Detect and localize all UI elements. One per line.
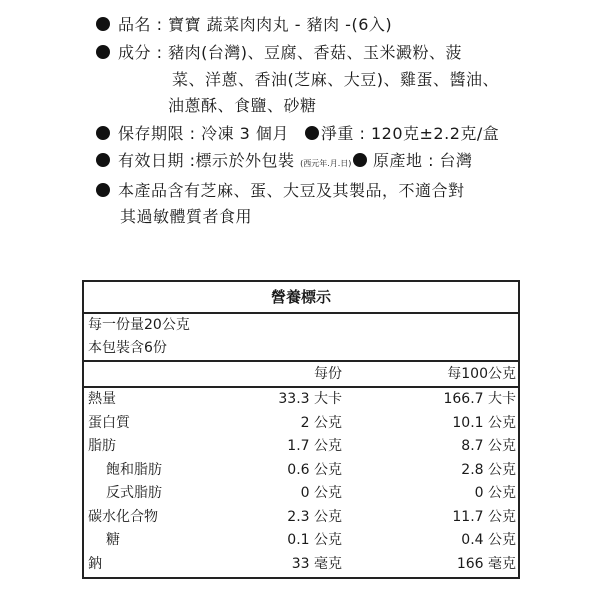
table-row: [84, 506, 518, 530]
ingredients-3: 油蔥酥、食鹽、砂糖: [168, 96, 317, 115]
allergen-1: 本產品含有芝麻、蛋、大豆及其製品，不適合對: [118, 181, 465, 200]
ingredients-1: 成分 : 豬肉(台灣)、豆腐、香菇、玉米澱粉、菠: [118, 43, 463, 62]
per-serving-value: 2 公克: [300, 414, 342, 431]
nutrient-name: 熱量: [88, 391, 116, 407]
per-100g-value: 10.1 公克: [452, 414, 516, 431]
table-row: [84, 459, 518, 483]
shelf-life: 保存期限 : 冷凍 3 個月: [118, 124, 289, 143]
nutrient-name: 脂肪: [88, 438, 116, 454]
per-100g-value: 8.7 公克: [461, 438, 516, 454]
bullet-icon: [353, 153, 367, 167]
per-100g-value: 0 公克: [474, 485, 516, 501]
nutrient-name: 碳水化合物: [88, 508, 158, 525]
per-serving-value: 2.3 公克: [287, 508, 342, 525]
table-row: [84, 553, 518, 577]
nutrition-table: [82, 280, 520, 579]
allergen-2: 其過敏體質者食用: [120, 207, 253, 226]
table-row: [84, 412, 518, 436]
bullet-icon: [96, 183, 110, 197]
nutrient-rows: [84, 388, 518, 576]
serving-info: [84, 314, 518, 362]
nutrition-title: 營養標示: [84, 282, 518, 314]
column-header: [84, 362, 518, 388]
nutrient-name: 糖: [106, 532, 120, 548]
per-100g-value: 11.7 公克: [452, 508, 516, 525]
col-per-serving: 每份: [314, 366, 342, 382]
nutrient-name: 鈉: [88, 555, 102, 572]
per-100g-value: 2.8 公克: [461, 461, 516, 478]
nutrient-name: 蛋白質: [88, 414, 130, 431]
table-row: [84, 435, 518, 459]
per-100g-value: 166.7 大卡: [443, 391, 516, 407]
table-row: [84, 482, 518, 506]
storage-line: [96, 121, 499, 144]
per-serving-value: 1.7 公克: [287, 438, 342, 454]
bullet-icon: [96, 17, 110, 31]
per-serving-value: 33.3 大卡: [278, 391, 342, 407]
table-row: [84, 388, 518, 412]
product-name-line: [96, 12, 392, 35]
nutrient-name: 反式脂肪: [106, 485, 162, 501]
nutrient-name: 飽和脂肪: [106, 461, 162, 478]
product-name: 品名 : 寶寶 蔬菜肉肉丸 - 豬肉 -(6入): [118, 15, 393, 34]
expiry: 有效日期 :標示於外包裝: [118, 151, 301, 170]
serving-size: 每一份量20公克: [88, 317, 190, 333]
allergen-line: [96, 178, 465, 201]
col-per-100g: 每100公克: [447, 366, 516, 382]
bullet-icon: [96, 153, 110, 167]
ingredients-2: 菜、洋蔥、香油(芝麻、大豆)、雞蛋、醬油、: [172, 70, 499, 89]
per-100g-value: 0.4 公克: [461, 532, 516, 548]
table-row: [84, 529, 518, 553]
origin: 原產地 : 台灣: [367, 151, 473, 170]
per-serving-value: 0.1 公克: [287, 532, 342, 548]
servings-per-package: 本包裝含6份: [88, 340, 167, 356]
per-serving-value: 33 毫克: [291, 555, 342, 572]
ingredients-line: [96, 40, 462, 63]
per-serving-value: 0 公克: [300, 485, 342, 501]
net-weight: 淨重 : 120克±2.2克/盒: [320, 124, 500, 143]
per-serving-value: 0.6 公克: [287, 461, 342, 478]
expiry-line: [96, 148, 473, 171]
bullet-icon: [96, 45, 110, 59]
per-100g-value: 166 毫克: [456, 555, 516, 572]
bullet-icon: [96, 126, 110, 140]
bullet-icon: [305, 126, 319, 140]
date-format: (西元年.月.日): [300, 159, 352, 168]
